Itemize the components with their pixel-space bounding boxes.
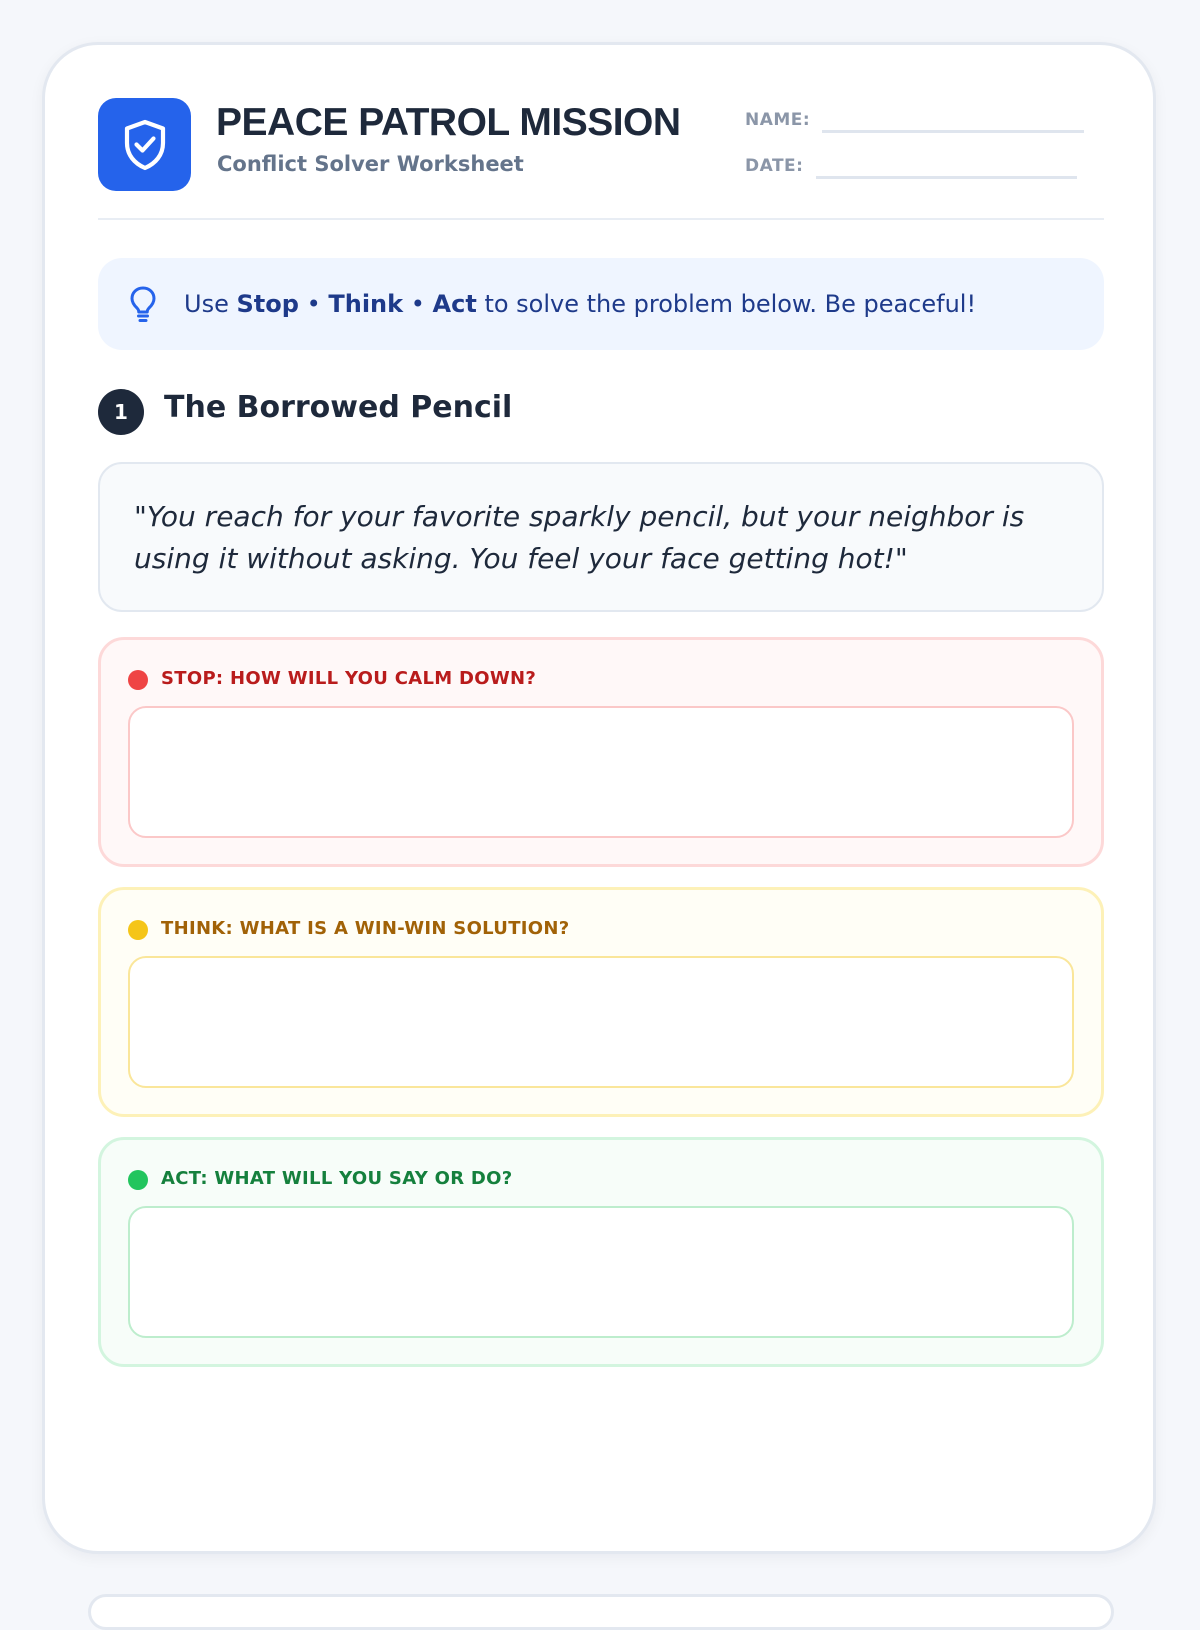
name-field[interactable]: [822, 130, 1084, 133]
lightbulb-icon: [126, 284, 160, 324]
act-step-label: ACT: WHAT WILL YOU SAY OR DO?: [161, 1168, 513, 1189]
stop-step-card: [98, 637, 1104, 867]
act-answer-field[interactable]: [128, 1206, 1074, 1338]
shield-check-icon: [122, 118, 168, 172]
act-step-card: [98, 1137, 1104, 1367]
worksheet-card: [42, 42, 1156, 1554]
date-field[interactable]: [816, 176, 1077, 179]
stop-step-label: STOP: HOW WILL YOU CALM DOWN?: [161, 668, 537, 689]
date-label: DATE:: [745, 156, 804, 176]
think-dot-icon: [128, 920, 148, 940]
instruction-suffix: to solve the problem below. Be peaceful!: [484, 290, 977, 318]
instruction-prefix: Use: [184, 290, 229, 318]
header-divider: [98, 218, 1104, 220]
instruction-separator: •: [306, 290, 321, 318]
name-label: NAME:: [745, 110, 811, 130]
section-number-badge: 1: [98, 389, 144, 435]
think-step-card: [98, 887, 1104, 1117]
logo-badge: [98, 98, 191, 191]
think-answer-field[interactable]: [128, 956, 1074, 1088]
instruction-step-act: Act: [432, 290, 477, 318]
instruction-step-think: Think: [328, 290, 404, 318]
stop-answer-field[interactable]: [128, 706, 1074, 838]
instruction-separator: •: [410, 290, 425, 318]
act-dot-icon: [128, 1170, 148, 1190]
page-subtitle: Conflict Solver Worksheet: [217, 152, 524, 176]
page-title: PEACE PATROL MISSION: [216, 101, 681, 144]
instruction-step-stop: Stop: [236, 290, 299, 318]
scenario-text: "You reach for your favorite sparkly pencil, but your neighbor is using it without asking. You feel your face getting hot!": [98, 462, 1104, 612]
stop-dot-icon: [128, 670, 148, 690]
instruction-text: [184, 290, 976, 318]
next-worksheet-card: [88, 1594, 1114, 1630]
section-title: The Borrowed Pencil: [164, 390, 513, 425]
instruction-banner: [98, 258, 1104, 350]
think-step-label: THINK: WHAT IS A WIN-WIN SOLUTION?: [161, 918, 570, 939]
